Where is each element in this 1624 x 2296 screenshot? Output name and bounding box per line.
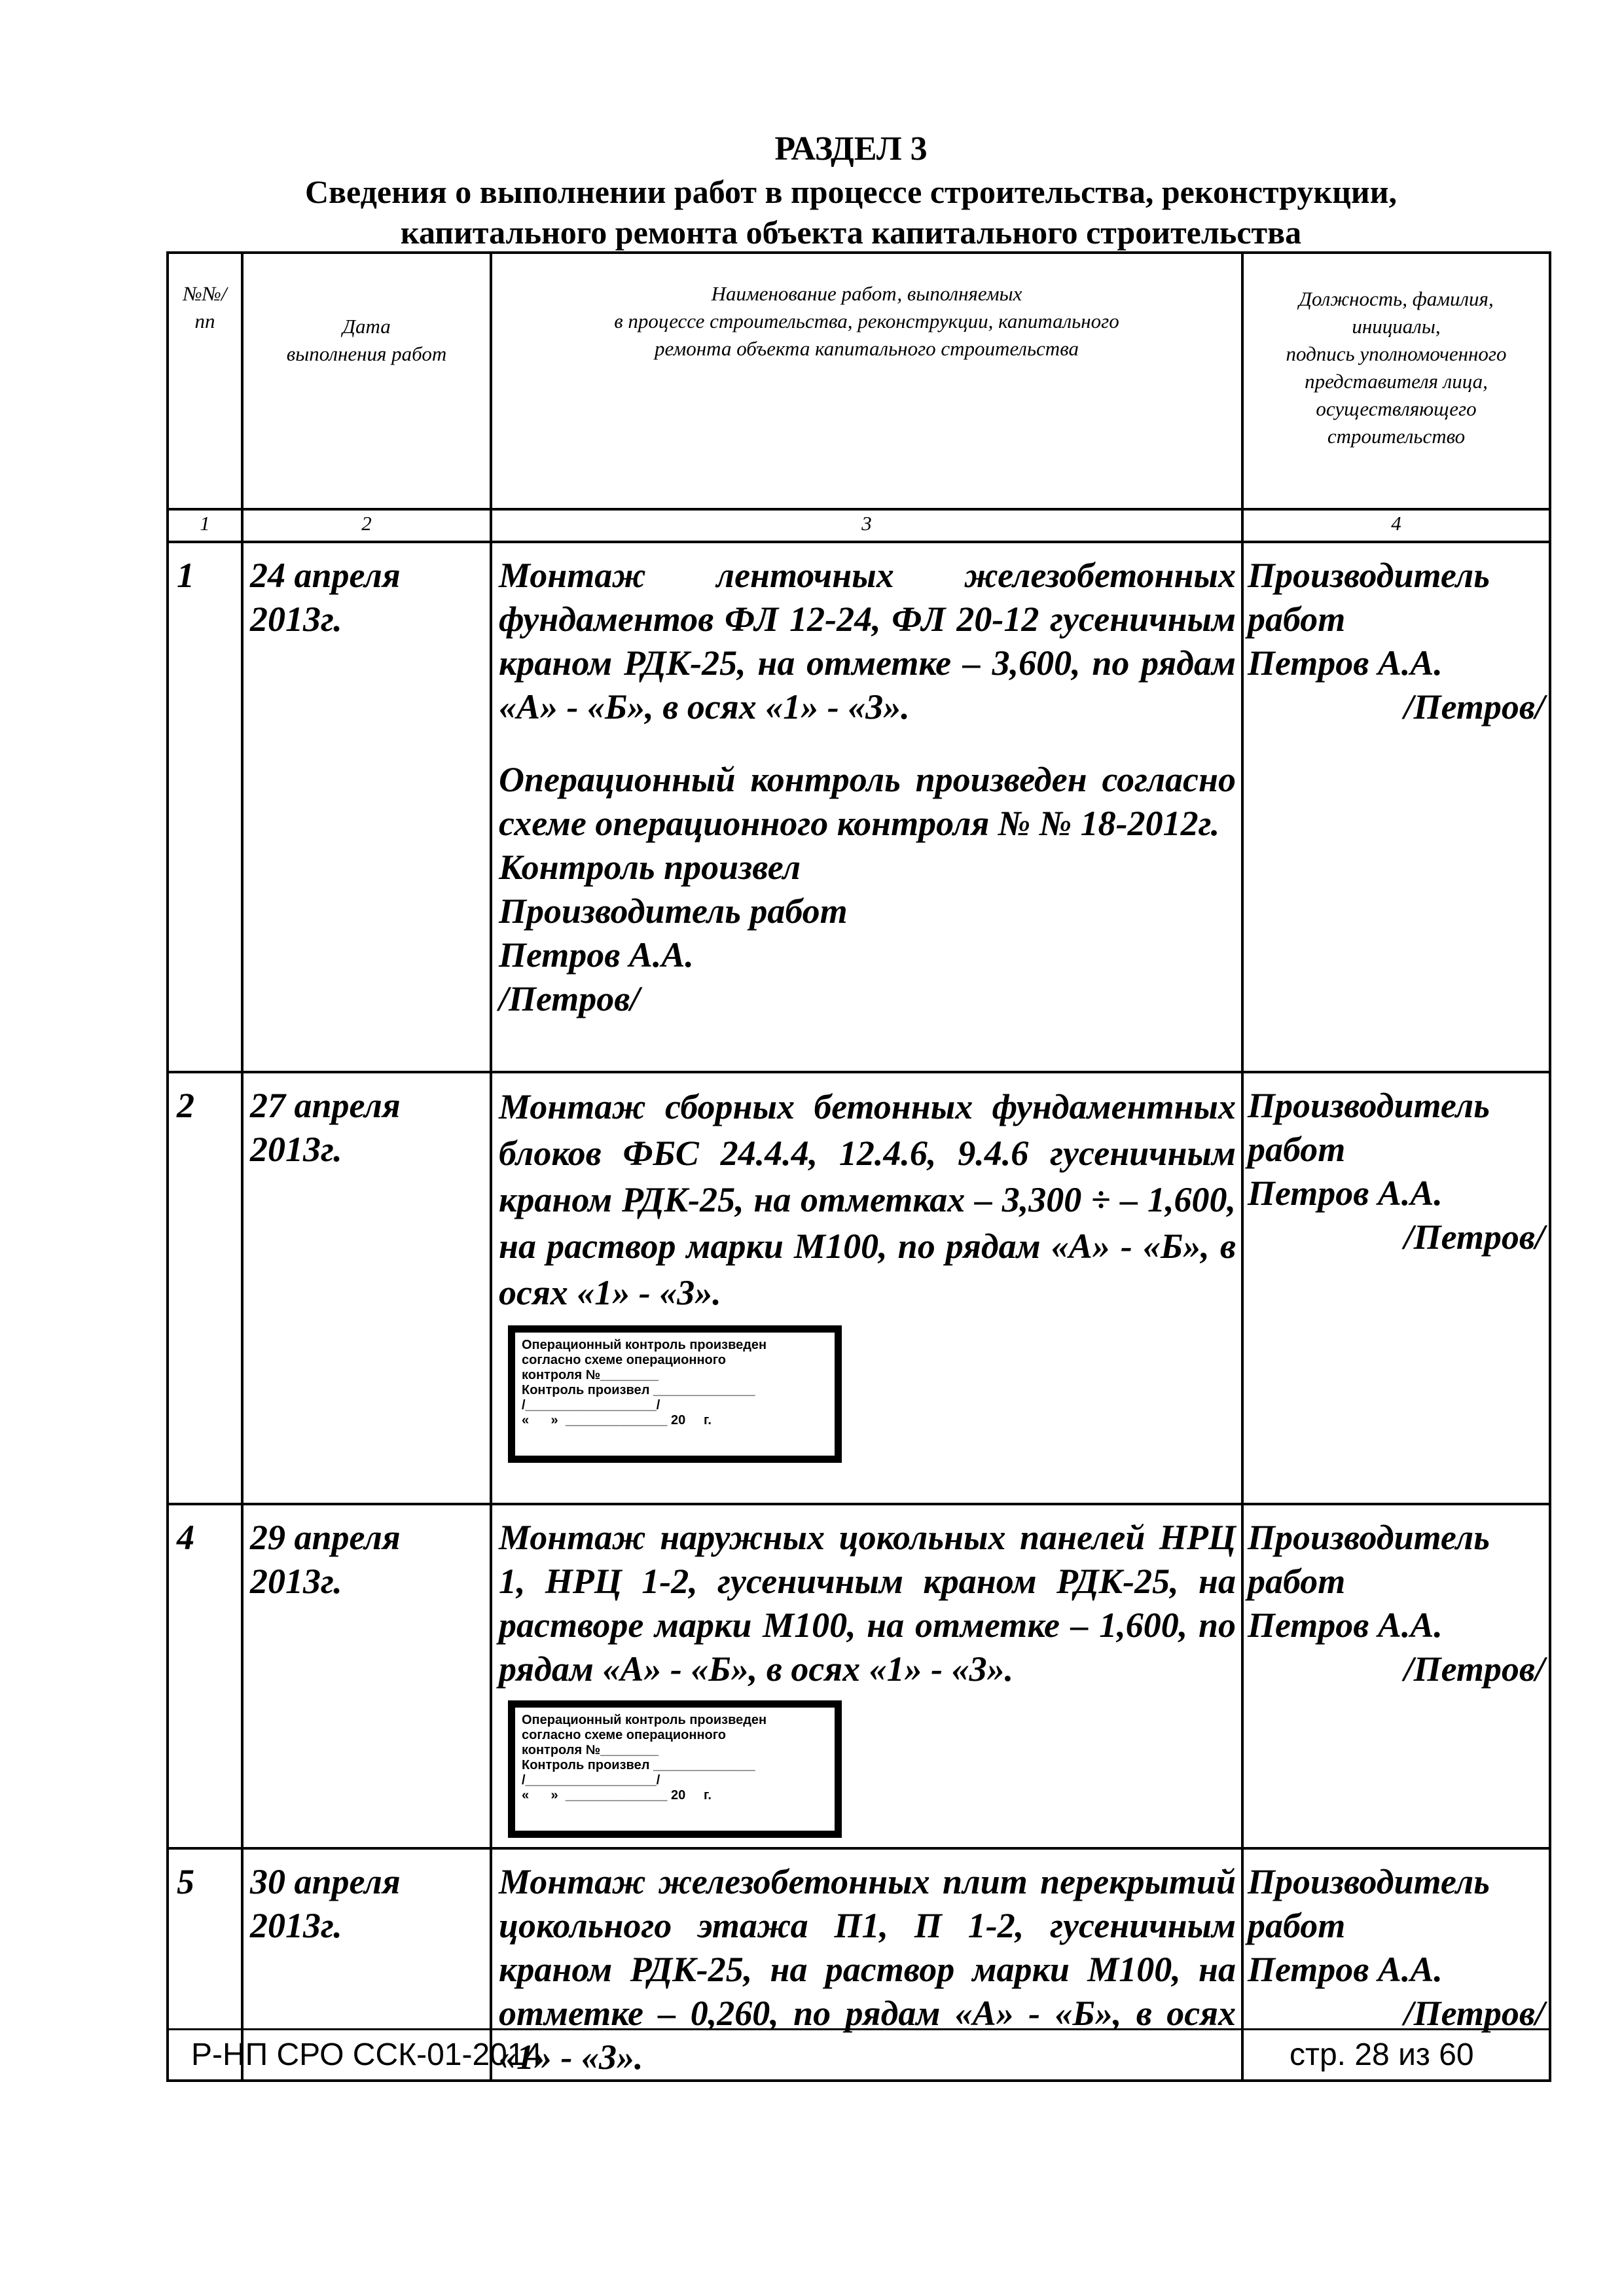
control-text: Операционный контроль произведен согласно схеме операционного контроля № № 18-2012г. [499,760,1236,843]
responsible-signature: /Петров/ [1403,1217,1545,1257]
row-date: 27 апреля 2013г. [242,1072,491,1504]
responsible-signature: /Петров/ [1403,1994,1545,2033]
row-number: 1 [168,542,242,1072]
responsible-name: Петров А.А. [1248,1174,1443,1213]
row-work-description [491,1848,1242,2081]
responsible-signature: /Петров/ [1403,687,1545,726]
row-date: 24 апреля 2013г. [242,542,491,1072]
operational-control-stamp: Операционный контроль произведен согласно схеме операционного контроля №________ Контроль произвел ______________ /__________________/ « » ______________ 20 г. [508,1700,842,1838]
control-line: Контроль произвел [499,848,801,887]
works-log-table [166,251,1551,2082]
footer-document-code: Р-НП СРО ССК-01-2014 [191,2037,543,2072]
footer-divider [166,2028,1549,2030]
row-number: 4 [168,1504,242,1848]
row-responsible [1242,542,1550,1072]
column-number: 2 [242,509,491,542]
row-work-description [491,1504,1242,1848]
header-cell-number: №№/ пп [168,253,242,509]
footer-page-number: стр. 28 из 60 [1290,2037,1474,2072]
section-subtitle-line-1: Сведения о выполнении работ в процессе строительства, реконструкции, [304,173,1398,210]
section-subtitle-line-2: капитального ремонта объекта капитального строительства [400,214,1302,251]
row-number: 2 [168,1072,242,1504]
responsible-title: Производитель работ [1248,1862,1490,1945]
responsible-signature: /Петров/ [1403,1649,1545,1689]
table-row [168,1072,1550,1504]
section-title: РАЗДЕЛ 3 [774,130,928,168]
responsible-name: Петров А.А. [1248,643,1443,683]
header-cell-date: Дата выполнения работ [242,253,491,509]
control-line: Петров А.А. [499,935,694,975]
row-date: 30 апреля 2013г. [242,1848,491,2081]
responsible-title: Производитель работ [1248,1086,1490,1169]
row-date: 29 апреля 2013г. [242,1504,491,1848]
work-text: Монтаж сборных бетонных фундаментных блоков ФБС 24.4.4, 12.4.6, 9.4.6 гусеничным краном РДК-25, на отметках – 3,300 ÷ – 1,600, на раствор марки М100, по рядам «А» - «Б», в осях «1» - «3». [499,1087,1236,1312]
responsible-name: Петров А.А. [1248,1950,1443,1989]
header-cell-work-name: Наименование работ, выполняемых в процессе строительства, реконструкции, капитального ремонта объекта капитального строительства [491,253,1242,509]
row-number: 5 [168,1848,242,2081]
operational-control-stamp: Операционный контроль произведен согласно схеме операционного контроля №________ Контроль произвел ______________ /__________________/ « » ______________ 20 г. [508,1325,842,1463]
column-number: 3 [491,509,1242,542]
row-responsible [1242,1504,1550,1848]
row-work-description [491,542,1242,1072]
work-text: Монтаж ленточных железобетонных фундаментов ФЛ 12-24, ФЛ 20-12 гусеничным краном РДК-25, на отметке – 3,600, по рядам «А» - «Б», в осях «1» - «3». [499,556,1236,726]
control-line: Производитель работ [499,891,848,931]
work-text: Монтаж наружных цокольных панелей НРЦ 1, НРЦ 1-2, гусеничным краном РДК-25, на растворе марки М100, на отметке – 1,600, по рядам «А» - «Б», в осях «1» - «3». [499,1518,1236,1689]
column-number: 1 [168,509,242,542]
responsible-title: Производитель работ [1248,556,1490,639]
responsible-name: Петров А.А. [1248,1605,1443,1645]
table-row [168,542,1550,1072]
table-header-row [168,253,1550,509]
row-responsible [1242,1072,1550,1504]
header-cell-responsible: Должность, фамилия, инициалы, подпись уполномоченного представителя лица, осуществляющего строительство [1242,253,1550,509]
control-line: /Петров/ [499,979,640,1018]
column-number: 4 [1242,509,1550,542]
column-number-row [168,509,1550,542]
row-work-description [491,1072,1242,1504]
table-row [168,1504,1550,1848]
responsible-title: Производитель работ [1248,1518,1490,1601]
work-text: Монтаж железобетонных плит перекрытий цокольного этажа П1, П 1-2, гусеничным краном РДК-25, на раствор марки М100, на отметке – 0,260, по рядам «А» - «Б», в осях «1» - «3». [499,1862,1236,2077]
